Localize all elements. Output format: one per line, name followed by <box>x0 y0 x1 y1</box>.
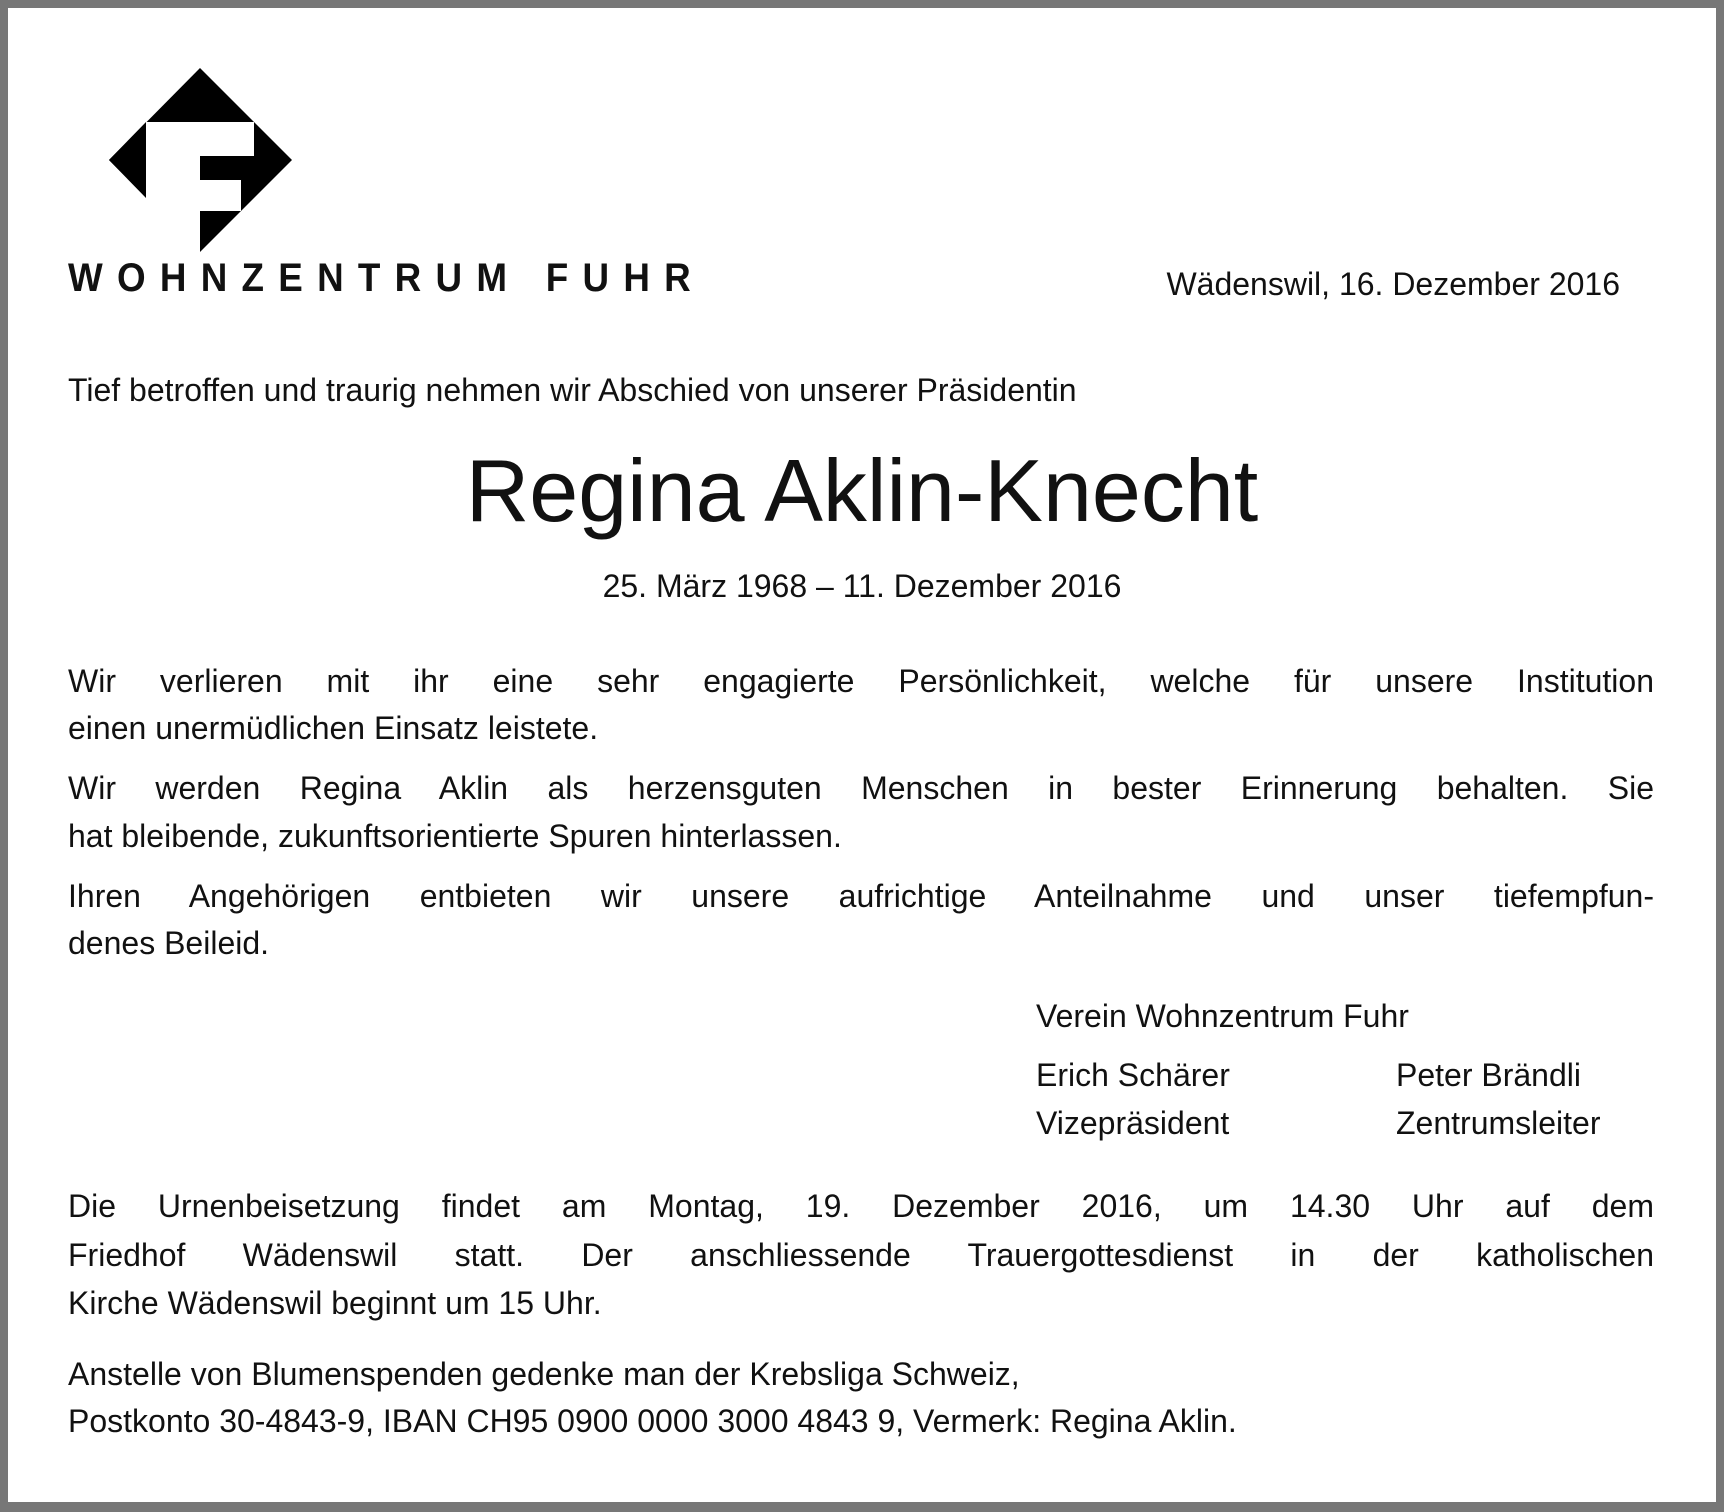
paragraph-line: denes Beileid. <box>68 925 270 961</box>
donation-line: Anstelle von Blumenspenden gedenke man der Krebsliga Schweiz, <box>68 1356 1020 1392</box>
paragraph-line: Wir verlieren mit ihr eine sehr engagierte Persönlichkeit, welche für unsere Institution <box>68 663 1654 699</box>
association-name: Verein Wohnzentrum Fuhr <box>1036 998 1409 1034</box>
signer-name: Peter Brändli <box>1396 1057 1581 1093</box>
deceased-name: Regina Aklin-Knecht <box>465 441 1259 540</box>
paragraph-line: Ihren Angehörigen entbieten wir unsere aufrichtige Anteilnahme und unser tiefempfun- <box>68 878 1654 914</box>
signer-role: Zentrumsleiter <box>1396 1105 1601 1141</box>
obituary-notice <box>8 8 1716 1502</box>
paragraph-line: einen unermüdlichen Einsatz leistete. <box>68 710 599 746</box>
funeral-line: Die Urnenbeisetzung findet am Montag, 19. Dezember 2016, um 14.30 Uhr auf dem <box>68 1188 1654 1224</box>
signer-role: Vizepräsident <box>1036 1105 1230 1141</box>
funeral-line: Kirche Wädenswil beginnt um 15 Uhr. <box>68 1285 602 1321</box>
place-date: Wädenswil, 16. Dezember 2016 <box>1166 266 1620 302</box>
signer-name: Erich Schärer <box>1036 1057 1230 1093</box>
paragraph-line: Wir werden Regina Aklin als herzensguten Menschen in bester Erinnerung behalten. Sie <box>68 770 1654 806</box>
paragraph-line: hat bleibende, zukunftsorientierte Spuren hinterlassen. <box>68 818 842 854</box>
donation-line: Postkonto 30-4843-9, IBAN CH95 0900 0000 3000 4843 9, Vermerk: Regina Aklin. <box>68 1403 1237 1439</box>
intro-text: Tief betroffen und traurig nehmen wir Abschied von unserer Präsidentin <box>68 372 1077 408</box>
organization-wordmark: WOHNZENTRUM FUHR <box>68 256 705 300</box>
funeral-line: Friedhof Wädenswil statt. Der anschliessende Trauergottesdienst in der katholischen <box>68 1237 1654 1273</box>
life-dates: 25. März 1968 – 11. Dezember 2016 <box>602 568 1122 604</box>
wohnzentrum-fuhr-logo-icon <box>8 8 328 278</box>
